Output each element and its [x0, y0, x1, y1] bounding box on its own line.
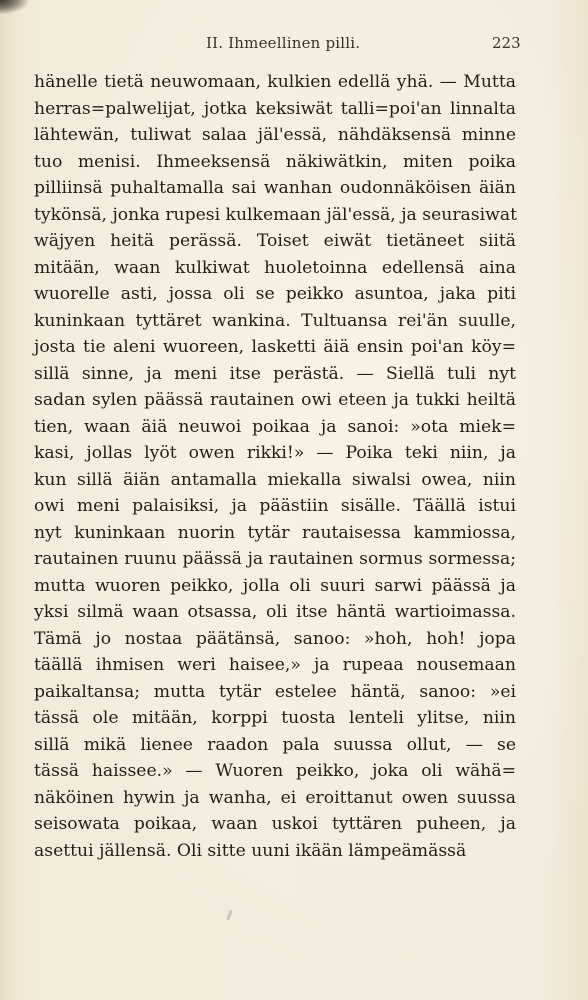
text-line: hänelle tietä neuwomaan, kulkien edellä yhä. — Mutta — [34, 72, 516, 92]
text-line: owi meni palaisiksi, ja päästiin sisälle. Täällä istui — [34, 496, 516, 516]
text-line: tuo menisi. Ihmeeksensä näkiwätkin, miten poika — [34, 151, 516, 172]
text-line: asettui jällensä. Oli sitte uuni ikään lämpeämässä — [34, 840, 467, 861]
text-line: tässä haissee.» — Wuoren peikko, joka oli wähä= — [34, 761, 516, 781]
text-line: tässä ole mitään, korppi tuosta lenteli ylitse, niin — [34, 708, 516, 728]
paper-mark — [226, 910, 232, 920]
text-line: rautainen ruunu päässä ja rautainen sormus sormessa; — [34, 549, 516, 569]
text-line: sadan sylen päässä rautainen owi eteen ja tukki heiltä — [34, 390, 516, 410]
chapter-title: II. Ihmeellinen pilli. — [206, 34, 361, 52]
text-line: kasi, jollas lyöt owen rikki!» — Poika teki niin, ja — [34, 443, 516, 463]
text-line: wäjyen heitä perässä. Toiset eiwät tietäneet siitä — [34, 231, 516, 251]
page-number: 223 — [492, 34, 521, 52]
text-line: pilliinsä puhaltamalla sai wanhan oudonnäköisen äiän — [34, 178, 516, 198]
text-line: sillä mikä lienee raadon pala suussa ollut, — se — [34, 734, 516, 755]
text-line: kuninkaan tyttäret wankina. Tultuansa rei'än suulle, — [34, 310, 516, 331]
text-line: kun sillä äiän antamalla miekalla siwalsi owea, niin — [34, 469, 516, 490]
text-line: seisowata poikaa, waan uskoi tyttären puheen, ja — [34, 814, 516, 834]
text-line: paikaltansa; mutta tytär estelee häntä, sanoo: »ei — [34, 681, 516, 702]
text-line: täällä ihmisen weri haisee,» ja rupeaa nousemaan — [34, 655, 516, 675]
page-corner-shadow — [0, 0, 28, 14]
text-line: Tämä jo nostaa päätänsä, sanoo: »hoh, hoh! jopa — [34, 628, 516, 649]
text-line: wuorelle asti, jossa oli se peikko asuntoa, jaka piti — [34, 284, 516, 304]
text-line: tien, waan äiä neuwoi poikaa ja sanoi: »ota miek= — [34, 416, 516, 437]
text-line: tykönsä, jonka rupesi kulkemaan jäl'essä, ja seurasiwat — [34, 204, 517, 225]
text-line: yksi silmä waan otsassa, oli itse häntä wartioimassa. — [34, 602, 516, 622]
text-line: mitään, waan kulkiwat huoletoinna edellensä aina — [34, 257, 516, 278]
body-text — [34, 69, 516, 864]
text-line: sillä sinne, ja meni itse perästä. — Siellä tuli nyt — [34, 363, 516, 384]
text-line: lähtewän, tuliwat salaa jäl'essä, nähdäksensä minne — [34, 125, 516, 145]
text-line: mutta wuoren peikko, jolla oli suuri sarwi päässä ja — [34, 575, 516, 596]
text-line: nyt kuninkaan nuorin tytär rautaisessa kammiossa, — [34, 522, 516, 543]
text-line: herras=palwelijat, jotka keksiwät talli=poi'an linnalta — [34, 98, 516, 119]
text-line: josta tie aleni wuoreen, lasketti äiä ensin poi'an köy= — [34, 337, 516, 357]
running-head — [34, 34, 521, 56]
text-line: näköinen hywin ja wanha, ei eroittanut owen suussa — [34, 787, 516, 808]
